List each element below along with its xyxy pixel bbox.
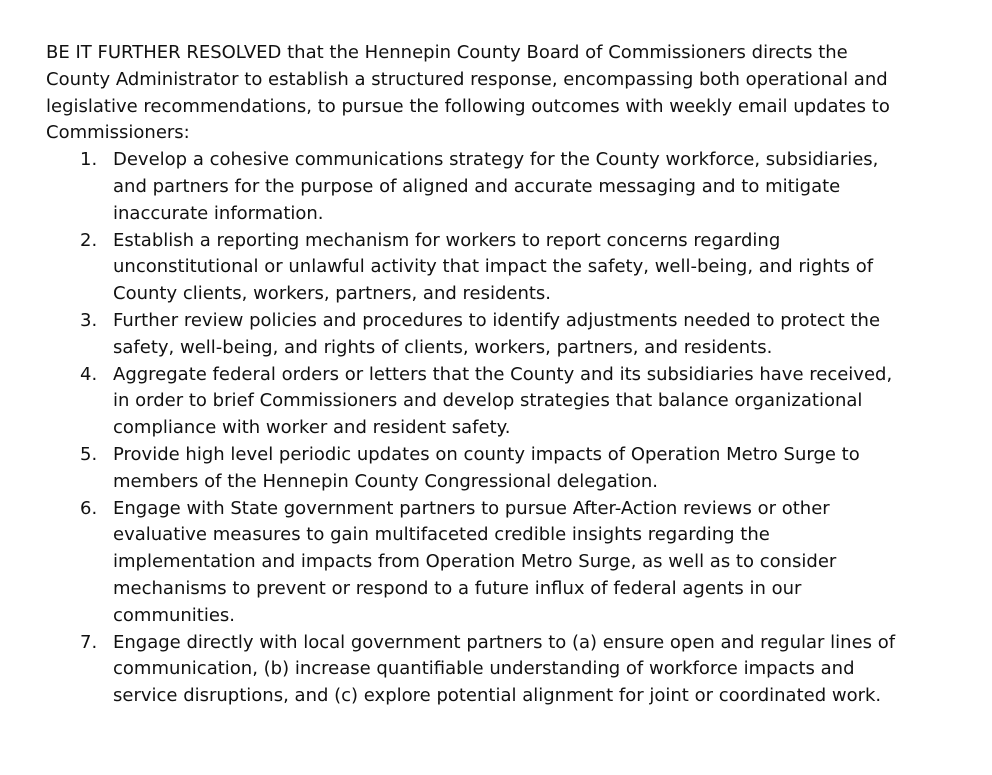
outcome-item-1 bbox=[46, 147, 946, 227]
outcome-item-2 bbox=[46, 228, 946, 308]
outcome-item-3 bbox=[46, 308, 946, 362]
outcome-number: 7. bbox=[80, 631, 98, 653]
outcome-item-5 bbox=[46, 442, 946, 496]
resolution-intro: BE IT FURTHER RESOLVED that the Hennepin County Board of Commissioners directs the County Administrator to establish a structured response, encompassing both operational and legislative recommendations, to pursue the following outcomes with weekly email updates to Commissioners: bbox=[46, 42, 890, 144]
outcome-item-6 bbox=[46, 496, 946, 630]
outcome-text: Develop a cohesive communications strategy for the County workforce, subsidiaries, and partners for the purpose of aligned and accurate messaging and to mitigate inaccurate information. bbox=[113, 149, 879, 224]
outcome-number: 1. bbox=[80, 149, 98, 171]
outcome-number: 4. bbox=[80, 363, 98, 385]
outcome-text: Provide high level periodic updates on county impacts of Operation Metro Surge to members of the Hennepin County Congressional delegation. bbox=[113, 443, 860, 492]
outcome-number: 5. bbox=[80, 443, 98, 465]
outcome-item-4 bbox=[46, 362, 946, 442]
outcome-text: Aggregate federal orders or letters that the County and its subsidiaries have received, in order to brief Commissioners and develop strategies that balance organizational compliance with worker and resident safety. bbox=[113, 363, 893, 439]
outcome-item-7 bbox=[46, 630, 946, 710]
resolution-document bbox=[46, 40, 946, 710]
outcomes-list bbox=[46, 147, 946, 710]
outcome-text: Further review policies and procedures to identify adjustments needed to protect the safety, well-being, and rights of clients, workers, partners, and residents. bbox=[113, 309, 881, 358]
outcome-number: 2. bbox=[80, 229, 98, 251]
outcome-text: Establish a reporting mechanism for workers to report concerns regarding unconstitutional or unlawful activity that impact the safety, well-being, and rights of County clients, workers, partners, and residents. bbox=[113, 229, 874, 305]
outcome-number: 6. bbox=[80, 497, 98, 519]
outcome-text: Engage with State government partners to pursue After-Action reviews or other evaluative measures to gain multifaceted credible insights regarding the implementation and impacts from Operation Metro Surge, as well as to consider mechanisms to prevent or respond to a future influx of federal agents in our communities. bbox=[113, 497, 837, 626]
outcome-text: Engage directly with local government partners to (a) ensure open and regular lines of communication, (b) increase quantifiable understanding of workforce impacts and service disruptions, and (c) explore potential alignment for joint or coordinated work. bbox=[113, 631, 896, 707]
outcome-number: 3. bbox=[80, 309, 98, 331]
